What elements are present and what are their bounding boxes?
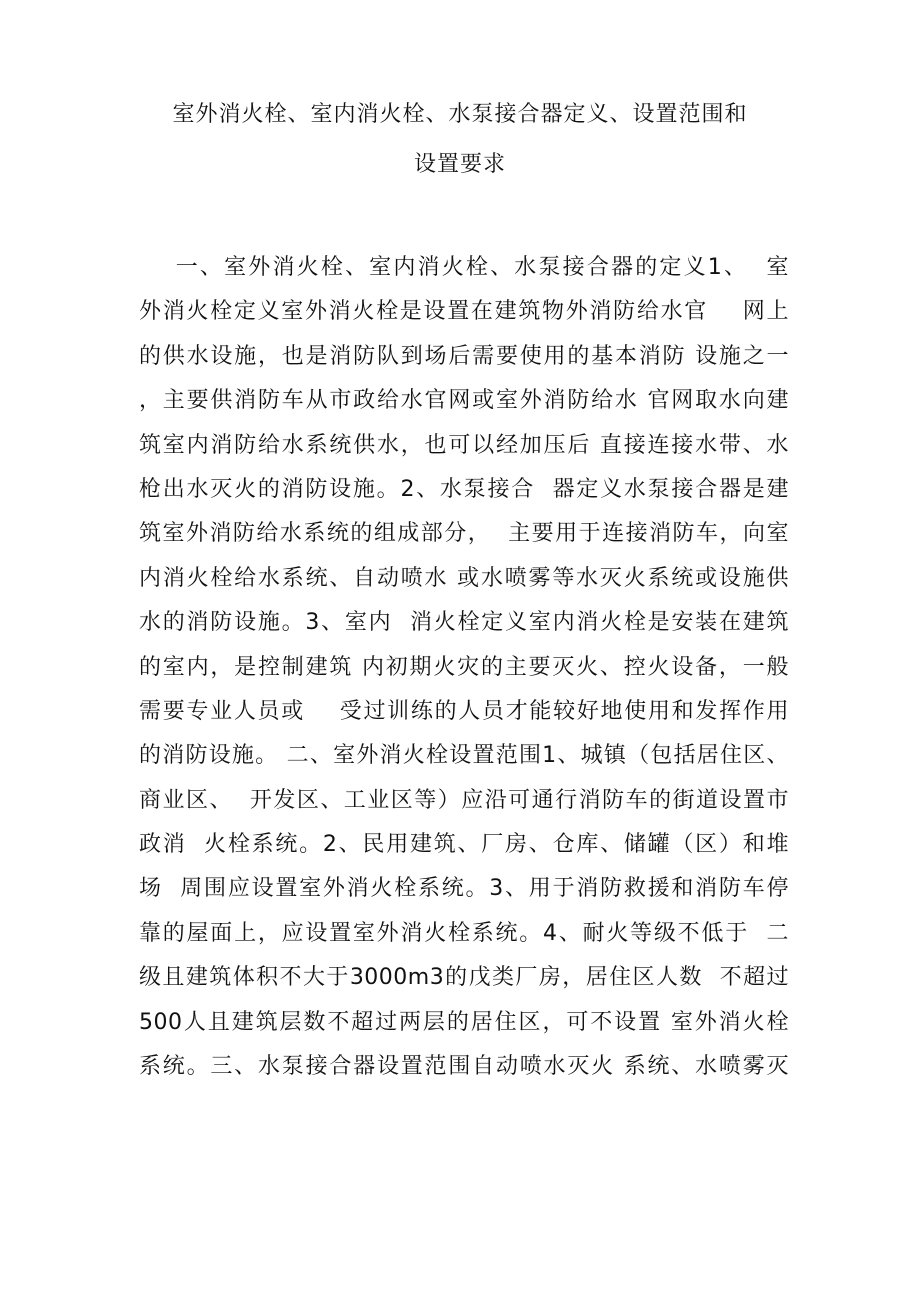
body-line-16: 靠的屋面上，应设置室外消火栓系统。4、耐火等级不低于 二 [139, 920, 789, 946]
document-body [139, 246, 789, 1089]
body-line-8: 内消火栓给水系统、自动喷水 或水喷雾等水灭火系统或设施供 [139, 565, 789, 591]
body-line-14: 政消 火栓系统。2、民用建筑、厂房、仓库、储罐（区）和堆 [139, 832, 789, 858]
document-title-line-2: 设置要求 [413, 152, 506, 177]
body-line-11: 需要专业人员或 受过训练的人员才能较好地使用和发挥作用 [139, 698, 789, 724]
body-line-19: 系统。三、水泵接合器设置范围自动喷水灭火 系统、水喷雾灭 [139, 1054, 789, 1080]
body-line-1: 一、室外消火栓、室内消火栓、水泵接合器的定义1、 室 [139, 255, 789, 280]
body-line-10: 的室内，是控制建筑 内初期火灾的主要灭火、控火设备，一般 [139, 654, 789, 680]
body-line-2: 外消火栓定义室外消火栓是设置在建筑物外消防给水官 网上 [139, 299, 789, 325]
body-line-5: 筑室内消防给水系统供水，也可以经加压后 直接连接水带、水 [139, 432, 789, 458]
document-title-line-1: 室外消火栓、室内消火栓、水泵接合器定义、设置范围和 [172, 102, 748, 127]
body-line-4: ，主要供消防车从市政给水官网或室外消防给水 官网取水向建 [139, 388, 789, 414]
body-line-13: 商业区、 开发区、工业区等）应沿可通行消防车的街道设置市 [139, 787, 789, 813]
body-line-18: 500人且建筑层数不超过两层的居住区，可不设置 室外消火栓 [139, 1009, 789, 1035]
body-line-7: 筑室外消防给水系统的组成部分， 主要用于连接消防车，向室 [139, 521, 789, 547]
body-line-6: 枪出水灭火的消防设施。2、水泵接合 器定义水泵接合器是建 [139, 476, 789, 502]
body-line-12: 的消防设施。 二、室外消火栓设置范围1、城镇（包括居住区、 [139, 743, 789, 769]
body-line-17: 级且建筑体积不大于3000m3的戊类厂房，居住区人数 不超过 [139, 965, 789, 991]
body-line-15: 场 周围应设置室外消火栓系统。3、用于消防救援和消防车停 [139, 876, 789, 902]
body-line-3: 的供水设施，也是消防队到场后需要使用的基本消防 设施之一 [139, 343, 789, 369]
body-line-9: 水的消防设施。3、室内 消火栓定义室内消火栓是安装在建筑 [139, 610, 789, 636]
